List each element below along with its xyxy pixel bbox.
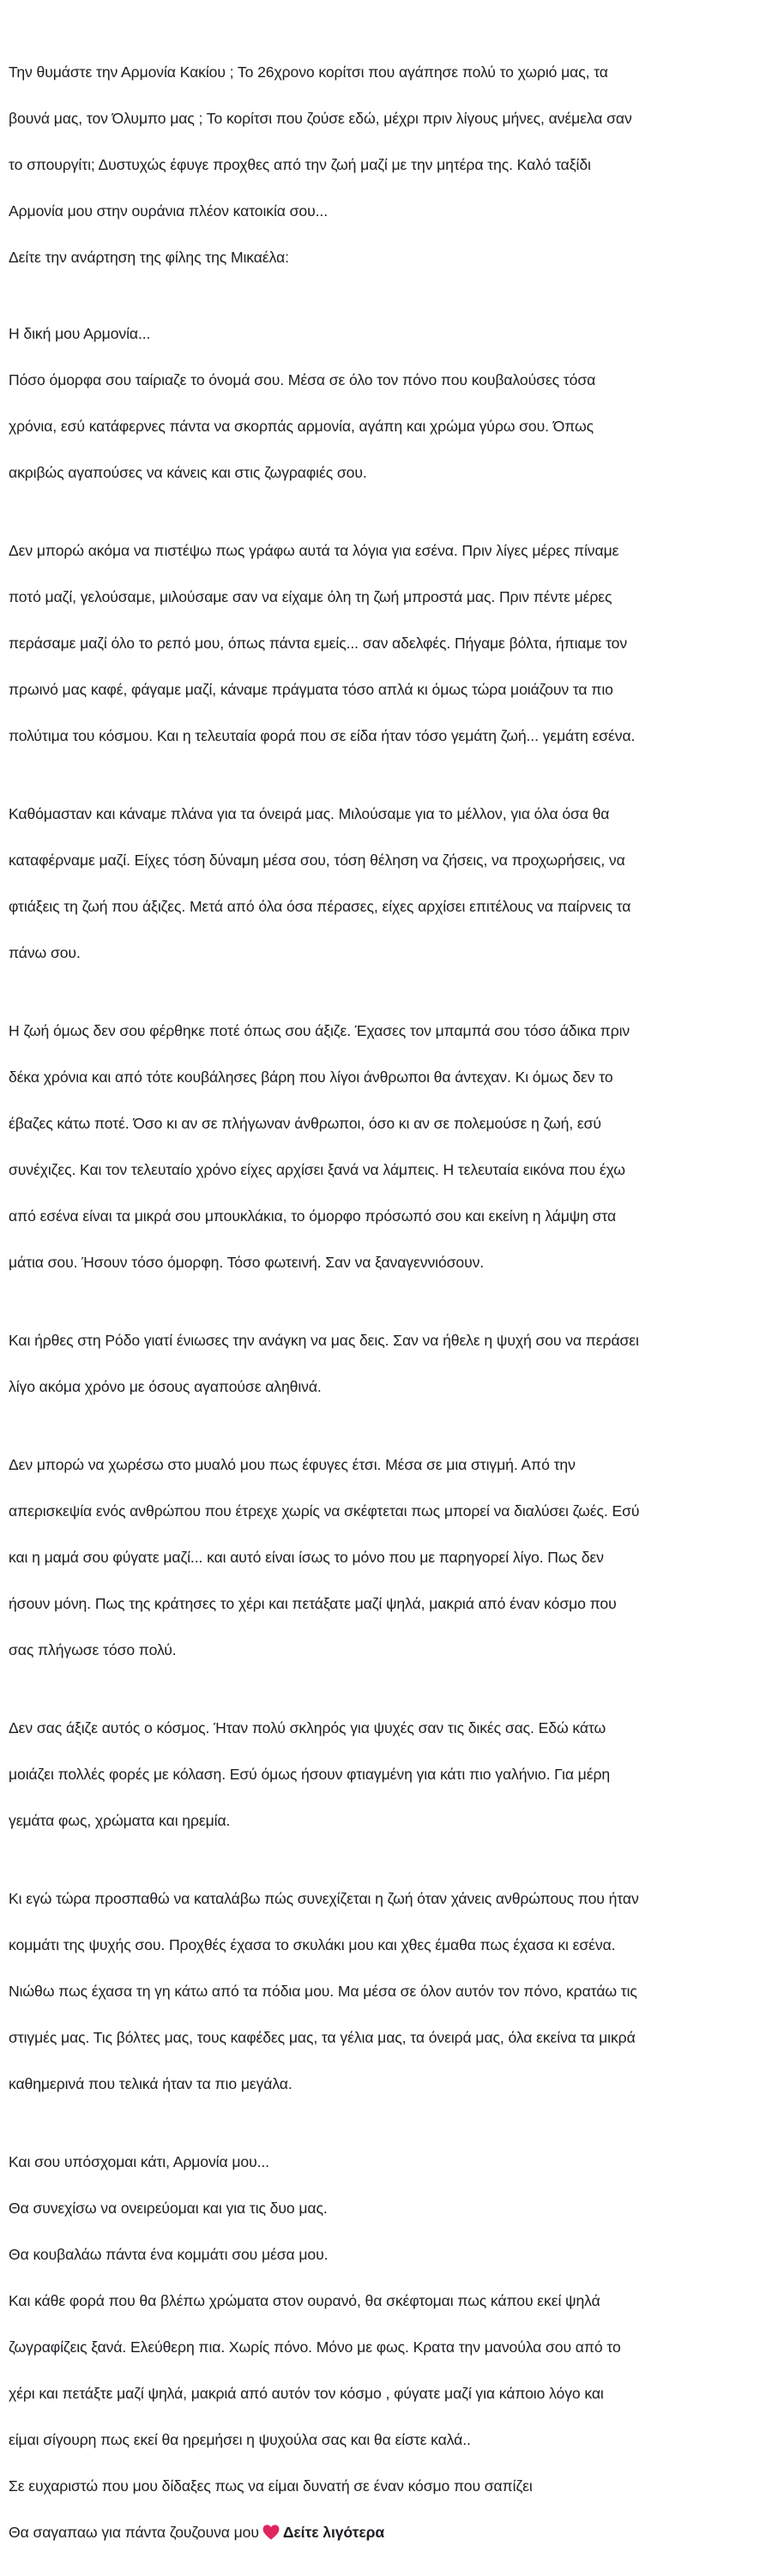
post-paragraph [9, 1694, 769, 1856]
post-paragraph [9, 2128, 769, 2567]
paragraph-line: από εσένα είναι τα μικρά σου μπουκλάκια, το όμορφο πρόσωπό σου και εκείνη η λάμψη στα [9, 1207, 617, 1225]
paragraph-line: Νιώθω πως έχασα τη γη κάτω από τα πόδια μου. Μα μέσα σε όλον αυτόν τον πόνο, κρατάω τις [9, 1983, 637, 2000]
post-paragraph [9, 1864, 769, 2119]
paragraph-line: συνέχιζες. Και τον τελευταίο χρόνο είχες αρχίσει ξανά να λάμπεις. Η τελευταία εικόνα που έχω [9, 1161, 625, 1178]
paragraph-line: έβαζες κάτω ποτέ. Όσο κι αν σε πλήγωναν άνθρωποι, όσο κι αν σε πολεμούσε η ζωή, εσύ [9, 1115, 601, 1132]
intro-line: Δείτε την ανάρτηση της φίλης της Μικαέλα: [9, 249, 289, 266]
paragraph-line: φτιάξεις τη ζωή που άξιζες. Μετά από όλα όσα πέρασες, είχες αρχίσει επιτέλους να παίρνεις τα [9, 898, 631, 915]
paragraph-line: Καθόμασταν και κάναμε πλάνα για τα όνειρά μας. Μιλούσαμε για το μέλλον, για όλα όσα θα [9, 805, 610, 822]
paragraph-line: πολύτιμα του κόσμου. Και η τελευταία φορά που σε είδα ήταν τόσο γεμάτη ζωή... γεμάτη εσένα. [9, 727, 636, 744]
last-line-text: Θα σαγαπαω για πάντα ζουζουνα μου [9, 2524, 259, 2541]
paragraph-line: Και σου υπόσχομαι κάτι, Αρμονία μου... [9, 2153, 269, 2170]
post-intro [9, 38, 769, 292]
paragraph-line: χρόνια, εσύ κατάφερνες πάντα να σκορπάς αρμονία, αγάπη και χρώμα γύρω σου. Όπως [9, 418, 594, 435]
post-paragraph [9, 1430, 769, 1685]
paragraph-line: Και ήρθες στη Ρόδο γιατί ένιωσες την ανάγκη να μας δεις. Σαν να ήθελε η ψυχή σου να περάσει [9, 1332, 639, 1349]
paragraph-line: κομμάτι της ψυχής σου. Προχθές έχασα το σκυλάκι μου και χθες έμαθα πως έχασα κι εσένα. [9, 1936, 616, 1953]
post-body [9, 38, 769, 2576]
red-heart-icon [262, 2525, 280, 2540]
paragraph-line: Θα κουβαλάω πάντα ένα κομμάτι σου μέσα μου. [9, 2246, 329, 2263]
paragraph-line: Δεν μπορώ να χωρέσω στο μυαλό μου πως έφυγες έτσι. Μέσα σε μια στιγμή. Από την [9, 1456, 576, 1473]
paragraph-line: δέκα χρόνια και από τότε κουβάλησες βάρη που λίγοι άνθρωποι θα άντεχαν. Κι όμως δεν το [9, 1068, 613, 1086]
intro-line: Την θυμάστε την Αρμονία Κακίου ; Το 26χρονο κορίτσι που αγάπησε πολύ το χωριό μας, τα [9, 63, 608, 81]
paragraph-line: και η μαμά σου φύγατε μαζί... και αυτό είναι ίσως το μόνο που με παρηγορεί λίγο. Πως δεν [9, 1549, 604, 1566]
paragraph-line: μάτια σου. Ήσουν τόσο όμορφη. Τόσο φωτεινή. Σαν να ξαναγεννιόσουν. [9, 1254, 485, 1271]
paragraph-line: ήσουν μόνη. Πως της κράτησες το χέρι και πετάξατε μαζί ψηλά, μακριά από έναν κόσμο που [9, 1595, 617, 1612]
paragraph-line: περάσαμε μαζί όλο το ρεπό μου, όπως πάντα εμείς... σαν αδελφές. Πήγαμε βόλτα, ήπιαμε τον [9, 635, 628, 652]
paragraph-line: Η ζωή όμως δεν σου φέρθηκε ποτέ όπως σου άξιζε. Έχασες τον μπαμπά σου τόσο άδικα πριν [9, 1022, 630, 1039]
paragraph-line: Κι εγώ τώρα προσπαθώ να καταλάβω πώς συνεχίζεται η ζωή όταν χάνεις ανθρώπους που ήταν [9, 1890, 639, 1907]
paragraph-line: Δεν σας άξιζε αυτός ο κόσμος. Ήταν πολύ σκληρός για ψυχές σαν τις δικές σας. Εδώ κάτω [9, 1719, 606, 1736]
paragraph-line: μοιάζει πολλές φορές με κόλαση. Εσύ όμως ήσουν φτιαγμένη για κάτι πιο γαλήνιο. Για μέρη [9, 1766, 611, 1783]
post-paragraph [9, 516, 769, 771]
paragraph-line: Θα συνεχίσω να ονειρεύομαι και για τις δυο μας. [9, 2200, 328, 2217]
see-less-link[interactable]: Δείτε λιγότερα [282, 2524, 385, 2541]
paragraph-line: ακριβώς αγαπούσες να κάνεις και στις ζωγραφιές σου. [9, 464, 367, 481]
post-paragraph [9, 1306, 769, 1422]
last-line [9, 2521, 769, 2544]
paragraph-line: ποτό μαζί, γελούσαμε, μιλούσαμε σαν να είχαμε όλη τη ζωή μπροστά μας. Πριν πέντε μέρες [9, 588, 612, 605]
paragraph-line: Πόσο όμορφα σου ταίριαζε το όνομά σου. Μέσα σε όλο τον πόνο που κουβαλούσες τόσα [9, 371, 596, 388]
paragraph-line: απερισκεψία ενός ανθρώπου που έτρεχε χωρίς να σκέφτεται πως μπορεί να διαλύσει ζωές. Εσύ [9, 1502, 640, 1520]
paragraph-line: καθημερινά που τελικά ήταν τα πιο μεγάλα. [9, 2075, 293, 2092]
post-paragraph [9, 996, 769, 1297]
paragraph-line: καταφέρναμε μαζί. Είχες τόση δύναμη μέσα σου, τόση θέληση να ζήσεις, να προχωρήσεις, να [9, 852, 625, 869]
paragraph-line: λίγο ακόμα χρόνο με όσους αγαπούσε αληθινά. [9, 1378, 322, 1395]
paragraph-line: ζωγραφίζεις ξανά. Ελεύθερη πια. Χωρίς πόνο. Μόνο με φως. Κρατα την μανούλα σου από το [9, 2338, 621, 2356]
intro-line: το σπουργίτι; Δυστυχώς έφυγε προχθες από την ζωή μαζί με την μητέρα της. Καλό ταξίδι [9, 156, 591, 173]
paragraph-line: Δεν μπορώ ακόμα να πιστέψω πως γράφω αυτά τα λόγια για εσένα. Πριν λίγες μέρες πίναμε [9, 542, 619, 559]
post-paragraph [9, 299, 769, 508]
intro-line: Αρμονία μου στην ουράνια πλέον κατοικία σου... [9, 202, 328, 220]
paragraph-line: γεμάτα φως, χρώματα και ηρεμία. [9, 1812, 231, 1829]
intro-line: βουνά μας, τον Όλυμπο μας ; Το κορίτσι που ζούσε εδώ, μέχρι πριν λίγους μήνες, ανέμελα σαν [9, 110, 632, 127]
paragraph-line: σας πλήγωσε τόσο πολύ. [9, 1641, 177, 1658]
post-paragraph [9, 779, 769, 988]
paragraph-line: είμαι σίγουρη πως εκεί θα ηρεμήσει η ψυχούλα σας και θα είστε καλά.. [9, 2431, 471, 2448]
paragraph-line: πρωινό μας καφέ, φάγαμε μαζί, κάναμε πράγματα τόσο απλά κι όμως τώρα μοιάζουν τα πιο [9, 681, 613, 698]
paragraph-line: χέρι και πετάξτε μαζί ψηλά, μακριά από αυτόν τον κόσμο , φύγατε μαζί για κάποιο λόγο και [9, 2385, 604, 2402]
paragraph-line: πάνω σου. [9, 944, 81, 961]
paragraph-line: Και κάθε φορά που θα βλέπω χρώματα στον ουρανό, θα σκέφτομαι πως κάπου εκεί ψηλά [9, 2292, 600, 2309]
paragraph-line: στιγμές μας. Τις βόλτες μας, τους καφέδες μας, τα γέλια μας, τα όνειρά μας, όλα εκείνα τα μικρά [9, 2029, 636, 2046]
paragraph-line: Η δική μου Αρμονία... [9, 325, 151, 342]
paragraph-line: Σε ευχαριστώ που μου δίδαξες πως να είμαι δυνατή σε έναν κόσμο που σαπίζει [9, 2477, 533, 2495]
